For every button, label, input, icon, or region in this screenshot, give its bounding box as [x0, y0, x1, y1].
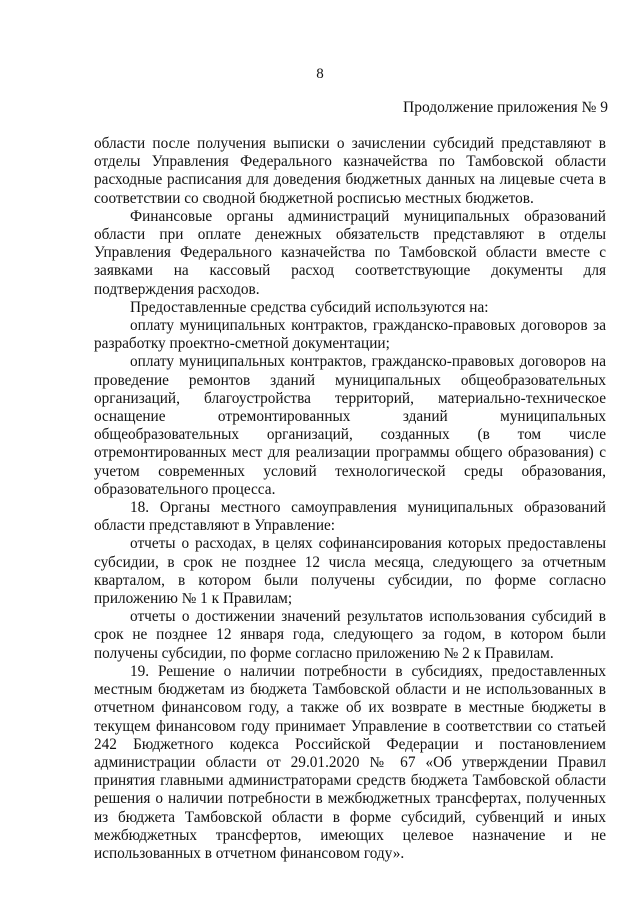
body-text [94, 135, 606, 863]
paragraph-item-18: 18. Органы местного самоуправления муниципальных образований области представляют в Управление: [94, 499, 606, 535]
paragraph-financial-bodies: Финансовые органы администраций муниципальных образований области при оплате денежных обязательств представляют в отделы Управления Федерального казначейства по Тамбовской области вместе с заявками на кассовый расход соответствующие документы для подтверждения расходов. [94, 207, 606, 298]
paragraph-expense-reports: отчеты о расходах, в целях софинансирования которых предоставлены субсидии, в срок не позднее 12 числа месяца, следующего за отчетным кварталом, в котором были получены субсидии, по форме согласно приложению № 1 к Правилам; [94, 535, 606, 608]
paragraph-usage-repairs: оплату муниципальных контрактов, гражданско-правовых договоров на проведение ремонтов зданий муниципальных общеобразовательных организаций, благоустройства территорий, материально-техническое оснащение отремонтированных зданий муниципальных общеобразовательных организаций, созданных (в том числе отремонтированных мест для реализации программы общего образования) с учетом современных условий технологической среды образования, образовательного процесса. [94, 353, 606, 498]
appendix-continuation-label: Продолжение приложения № 9 [403, 99, 608, 116]
paragraph-results-reports: отчеты о достижении значений результатов использования субсидий в срок не позднее 12 января года, следующего за годом, в котором были получены субсидии, по форме согласно приложению № 2 к Правилам. [94, 608, 606, 662]
paragraph-funds-usage-intro: Предоставленные средства субсидий используются на: [130, 298, 489, 316]
paragraph-item-19: 19. Решение о наличии потребности в субсидиях, предоставленных местным бюджетам из бюджета Тамбовской области и не использованных в отчетном финансовом году, а также об их возврате в местные бюджеты в текущем финансовом году принимает Управление в соответствии со статьей 242 Бюджетного кодекса Российской Федерации и постановлением администрации области от 29.01.2020 № 67 «Об утверждении Правил принятия главными администраторами средств бюджета Тамбовской области решения о наличии потребности в межбюджетных трансфертах, полученных из бюджета Тамбовской области в форме субсидий, субвенций и иных межбюджетных трансфертов, имеющих целевое назначение и не использованных в отчетном финансовом году». [94, 662, 606, 862]
paragraph-usage-design-docs: оплату муниципальных контрактов, гражданско-правовых договоров за разработку проектно-сметной документации; [94, 317, 606, 353]
paragraph-subsidy-schedules: области после получения выписки о зачислении субсидий представляют в отделы Управления Федерального казначейства по Тамбовской области расходные расписания для доведения бюджетных данных на лицевые счета в соответствии со сводной бюджетной росписью местных бюджетов. [94, 135, 606, 207]
page-number: 8 [316, 66, 324, 82]
